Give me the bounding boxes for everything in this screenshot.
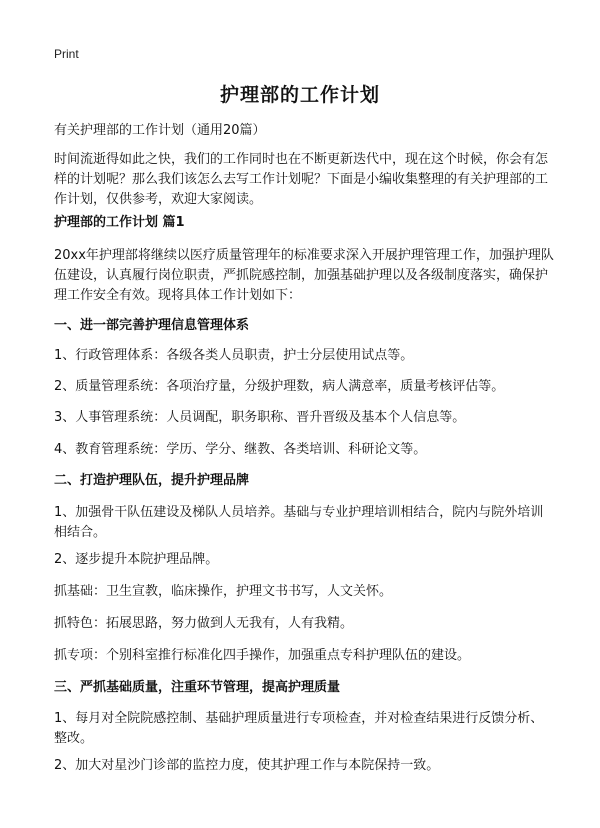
print-label: Print bbox=[54, 47, 79, 61]
article-intro-paragraph: 20xx年护理部将继续以医疗质量管理年的标准要求深入开展护理管理工作，加强护理队伍建设，认真履行岗位职责，严抓院感控制，加强基础护理以及各级制度落实，确保护理工作安全有效。现将具体工作计划如下： bbox=[54, 248, 554, 303]
list-item: 抓特色：拓展思路，努力做到人无我有，人有我精。 bbox=[54, 616, 354, 631]
section3-heading: 三、严抓基础质量，注重环节管理，提高护理质量 bbox=[54, 680, 341, 695]
list-item: 抓基础：卫生宣教，临床操作，护理文书书写，人文关怀。 bbox=[54, 584, 393, 599]
article-heading: 护理部的工作计划 篇1 bbox=[54, 215, 185, 230]
section1-heading: 一、进一部完善护理信息管理体系 bbox=[54, 318, 250, 333]
list-item: 2、加大对星沙门诊部的监控力度，使其护理工作与本院保持一致。 bbox=[54, 758, 440, 773]
document-subtitle: 有关护理部的工作计划（通用20篇） bbox=[54, 123, 266, 138]
list-item: 1、行政管理体系：各级各类人员职责，护士分层使用试点等。 bbox=[54, 348, 414, 363]
list-item: 4、教育管理系统：学历、学分、继教、各类培训、科研论文等。 bbox=[54, 442, 427, 457]
list-item: 1、每月对全院院感控制、基础护理质量进行专项检查，并对检查结果进行反馈分析、整改。 bbox=[54, 711, 544, 746]
list-item: 3、人事管理系统：人员调配，职务职称、晋升晋级及基本个人信息等。 bbox=[54, 410, 466, 425]
list-item: 2、逐步提升本院护理品牌。 bbox=[54, 552, 219, 567]
list-item: 1、加强骨干队伍建设及梯队人员培养。基础与专业护理培训相结合，院内与院外培训相结合。 bbox=[54, 505, 544, 540]
section2-heading: 二、打造护理队伍，提升护理品牌 bbox=[54, 473, 250, 488]
document-title: 护理部的工作计划 bbox=[219, 84, 380, 106]
list-item: 抓专项：个别科室推行标准化四手操作，加强重点专科护理队伍的建设。 bbox=[54, 648, 471, 663]
list-item: 2、质量管理系统：各项治疗量，分级护理数，病人满意率，质量考核评估等。 bbox=[54, 379, 505, 394]
intro-paragraph: 时间流逝得如此之快，我们的工作同时也在不断更新迭代中，现在这个时候，你会有怎样的计划呢？那么我们该怎么去写工作计划呢？下面是小编收集整理的有关护理部的工作计划，仅供参考，欢迎大家阅读。 bbox=[54, 152, 549, 207]
